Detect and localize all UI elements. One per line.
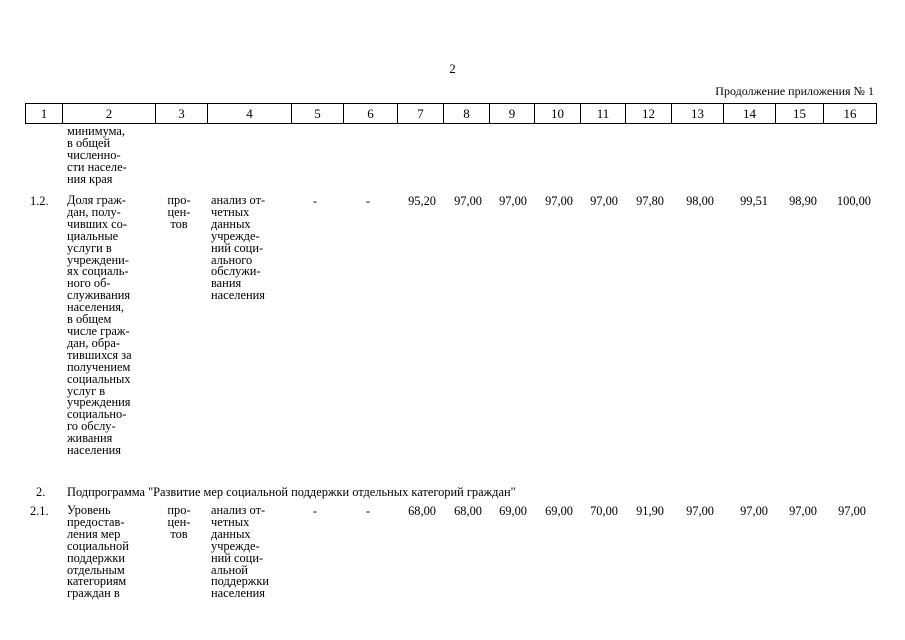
unit-text: про- цен- тов — [167, 503, 191, 541]
col-header-11: 11 — [580, 104, 625, 123]
col-header-5: 5 — [291, 104, 343, 123]
row-number: 1.2. — [30, 194, 49, 208]
row-number: 2.1. — [30, 504, 49, 518]
cell-col-10: 97,00 — [545, 194, 573, 208]
cell-col-9: 97,00 — [499, 194, 527, 208]
cell-col-14: 97,00 — [740, 504, 768, 518]
cell-col-12: 91,90 — [636, 504, 664, 518]
cell-col-5: - — [312, 504, 318, 518]
col-header-2: 2 — [62, 104, 155, 123]
cell-col-8: 68,00 — [454, 504, 482, 518]
section-number: 2. — [36, 485, 46, 499]
cell-col-6: - — [365, 504, 371, 518]
col-header-3: 3 — [155, 104, 207, 123]
indicator-text: Доля граж- дан, полу- чивших со- циальные услуги в учреждени- ях социаль- ного об- служивания населения, в общем числе граж- дан, обра- тившихся за получением социальных услуг в учреждения социально- го обслу- живания населения — [67, 193, 132, 458]
col-header-13: 13 — [671, 104, 723, 123]
cell-col-16: 97,00 — [838, 504, 866, 518]
col-header-10: 10 — [534, 104, 580, 123]
source-text: анализ от- четных данных учрежде- ний соци- альной поддержки населения — [211, 503, 269, 601]
cell-col-9: 69,00 — [499, 504, 527, 518]
col-header-4: 4 — [207, 104, 291, 123]
cell-col-11: 97,00 — [590, 194, 618, 208]
cell-col-7: 68,00 — [408, 504, 436, 518]
cell-col-15: 97,00 — [789, 504, 817, 518]
continuation-note: Продолжение приложения № 1 — [715, 84, 874, 98]
col-header-14: 14 — [723, 104, 775, 123]
col-header-1: 1 — [40, 106, 48, 121]
col-header-7: 7 — [397, 104, 443, 123]
cell-col-8: 97,00 — [454, 194, 482, 208]
cell-col-13: 97,00 — [686, 504, 714, 518]
cell-col-7: 95,20 — [408, 194, 436, 208]
col-header-8: 8 — [443, 104, 489, 123]
carryover-indicator-text: минимума, в общей численно- сти населе- ния края — [67, 124, 127, 186]
source-text: анализ от- четных данных учрежде- ний соци- ального обслужи- вания населения — [211, 193, 266, 303]
unit-text: про- цен- тов — [167, 193, 191, 231]
cell-col-5: - — [312, 194, 318, 208]
col-header-6: 6 — [343, 104, 397, 123]
section-title: Подпрограмма "Развитие мер социальной поддержки отдельных категорий граждан" — [67, 485, 516, 499]
col-header-15: 15 — [775, 104, 823, 123]
cell-col-14: 99,51 — [740, 194, 768, 208]
indicator-text: Уровень предостав- ления мер социальной поддержки отдельным категориям граждан в — [67, 503, 129, 601]
page-number: 2 — [449, 61, 456, 76]
col-header-12: 12 — [625, 104, 671, 123]
cell-col-15: 98,90 — [789, 194, 817, 208]
table-header-row — [25, 103, 877, 124]
col-header-9: 9 — [489, 104, 534, 123]
cell-col-11: 70,00 — [590, 504, 618, 518]
cell-col-6: - — [365, 194, 371, 208]
cell-col-13: 98,00 — [686, 194, 714, 208]
cell-col-12: 97,80 — [636, 194, 664, 208]
cell-col-10: 69,00 — [545, 504, 573, 518]
col-header-16: 16 — [823, 104, 876, 123]
cell-col-16: 100,00 — [836, 194, 871, 208]
